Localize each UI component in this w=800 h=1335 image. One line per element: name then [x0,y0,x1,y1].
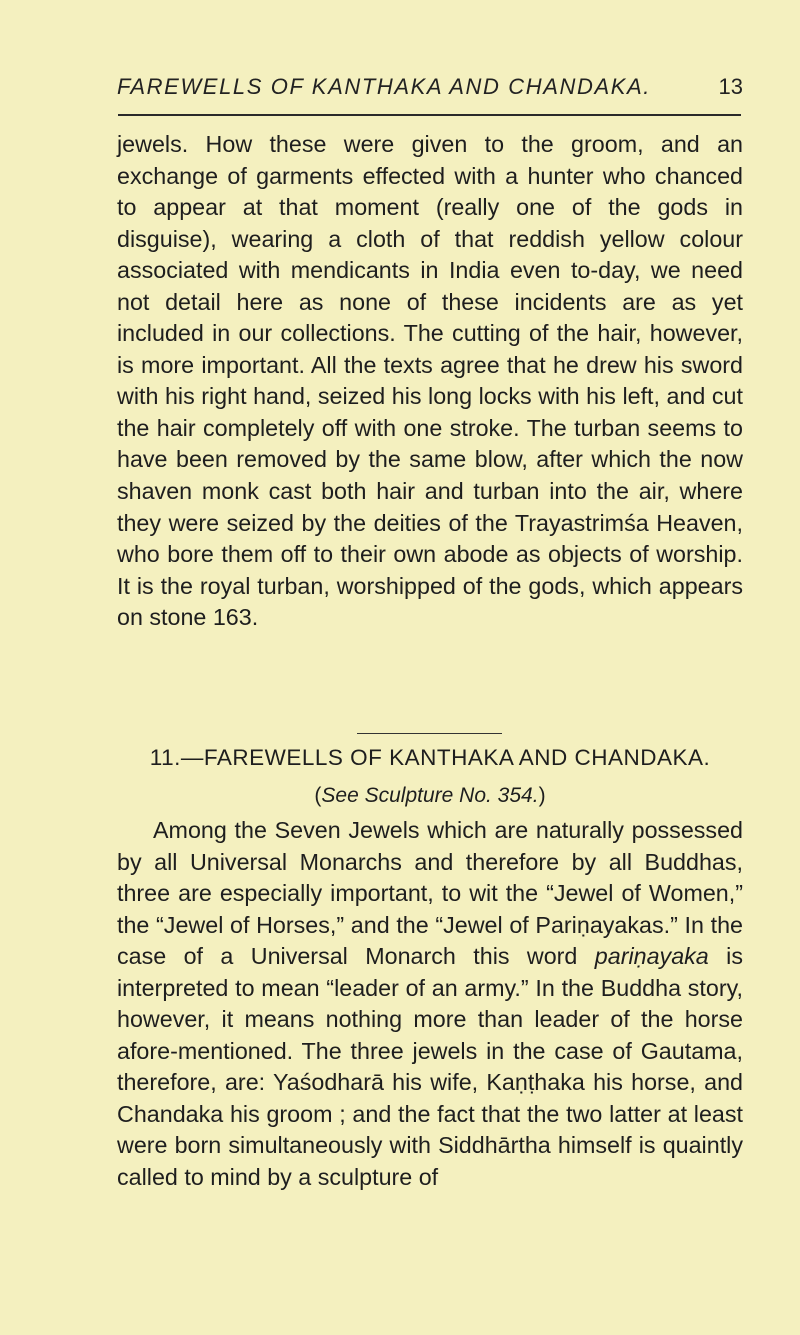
paragraph-2-part-2: is interpreted to mean “leader of an army.” In the Buddha story, however, it means nothing more than leader of the horse afore-mentioned. The three jewels in the case of Gautama, therefore, are: Yaśodharā his wife, Kaṇṭhaka his horse, and Chandaka his groom ; and the fact that the two latter at least were born simultaneously with Siddhārtha himself is quaintly called to mind by a sculpture of [117,943,743,1191]
running-head-title: FAREWELLS OF KANTHAKA AND CHANDAKA. [117,74,651,99]
page-number: 13 [718,74,743,99]
section-reference [117,784,743,808]
sculpture-reference: See Sculpture No. 354. [321,784,539,807]
header-rule [118,114,741,116]
running-head [117,74,743,108]
italic-term: pariṇayaka [594,943,709,970]
section-heading: 11.—FAREWELLS OF KANTHAKA AND CHANDAKA. [149,745,711,770]
section-reference-close: ) [538,784,546,807]
paragraph-2-part-1: Among the Seven Jewels which are naturally possessed by all Universal Monarchs and therefore by all Buddhas, three are especially important, to wit the “Jewel of Women,” the “Jewel of Horses,” and the “Jewel of Pariṇayakas.” In the case of a Universal Monarch this word [117,817,743,970]
paragraph-2 [117,815,743,1194]
paragraph-1: jewels. How these were given to the groom, and an exchange of garments effected with a hunter who chanced to appear at that moment (really one of the gods in disguise), wearing a cloth of that reddish yellow colour associated with mendicants in India even to-day, we need not detail here as none of these incidents are as yet included in our collections. The cutting of the hair, however, is more important. All the texts agree that he drew his sword with his right hand, seized his long locks with his left, and cut the hair completely off with one stroke. The turban seems to have been removed by the same blow, after which the now shaven monk cast both hair and turban into the air, where they were seized by the deities of the Trayastrimśa Heaven, who bore them off to their own abode as objects of worship. It is the royal turban, worshipped of the gods, which appears on stone 163. [117,131,743,631]
section-divider [357,733,502,734]
section-reference-open: ( [314,784,322,807]
